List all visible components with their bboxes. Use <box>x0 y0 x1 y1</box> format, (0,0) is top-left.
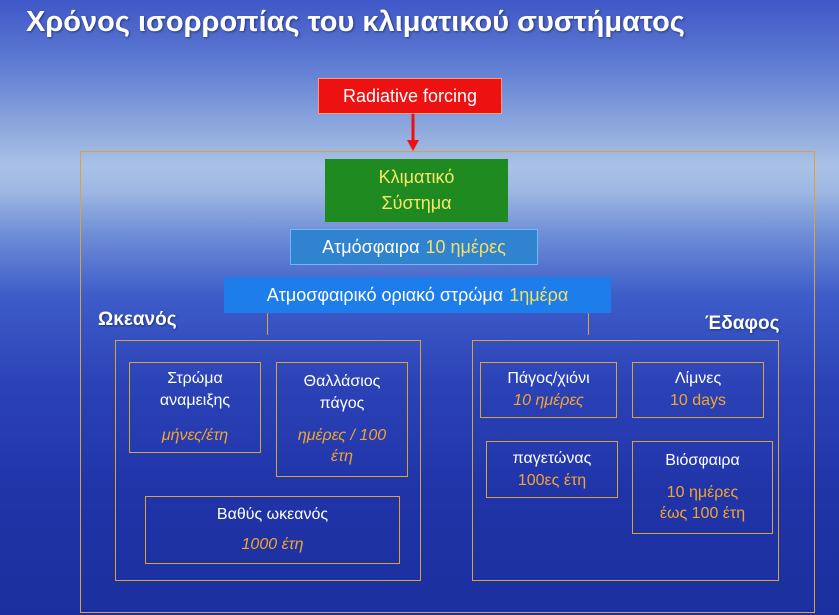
ice-snow-time: 10 ημέρες <box>513 392 584 409</box>
lakes-time: 10 days <box>669 392 727 409</box>
land-connector <box>588 313 589 335</box>
sea-ice-time-line1: ημέρες / 100 <box>297 426 387 444</box>
boundary-layer-box <box>224 277 611 313</box>
biosphere-box <box>632 441 773 534</box>
climate-system-box <box>325 159 508 222</box>
page-title: Χρόνος ισορροπίας του κλιματικού συστήματος <box>26 6 685 38</box>
lakes-box <box>632 362 764 418</box>
deep-ocean-time: 1000 έτη <box>241 536 304 553</box>
climate-system-line1: Κλιματικό <box>378 167 455 188</box>
sea-ice-time-line2: έτη <box>331 448 353 466</box>
glacier-box <box>486 441 618 498</box>
atmosphere-time: 10 ημέρες <box>425 236 506 257</box>
sea-ice-line1: Θαλλάσιος <box>303 373 381 391</box>
atmosphere-box <box>290 229 538 265</box>
mixed-layer-time: μήνες/έτη <box>161 427 229 445</box>
glacier-label: παγετώνας <box>512 449 592 467</box>
lakes-label: Λίμνες <box>674 370 722 388</box>
mixed-layer-line1: Στρώμα <box>167 370 223 388</box>
glacier-time: 100ες έτη <box>517 471 587 489</box>
sea-ice-box <box>276 362 408 477</box>
land-label: Έδαφος <box>705 313 780 334</box>
boundary-layer-label: Ατμοσφαιρικό οριακό στρώμα <box>266 284 504 305</box>
radiative-forcing-box <box>318 78 502 114</box>
biosphere-time-line2: έως 100 έτη <box>659 505 746 523</box>
ice-snow-box <box>480 362 617 418</box>
atmosphere-label: Ατμόσφαιρα <box>322 236 420 257</box>
ocean-connector <box>267 313 268 335</box>
deep-ocean-label: Βαθύς ωκεανός <box>216 506 329 524</box>
biosphere-label: Βιόσφαιρα <box>665 452 740 470</box>
boundary-layer-time: 1ημέρα <box>509 284 569 305</box>
mixed-layer-line2: αναμειξης <box>159 391 231 409</box>
radiative-forcing-label: Radiative forcing <box>342 85 478 106</box>
ice-snow-label: Πάγος/χιόνι <box>507 370 590 388</box>
sea-ice-line2: πάγος <box>319 394 365 412</box>
climate-system-line2: Σύστημα <box>381 192 452 213</box>
mixed-layer-box <box>129 362 261 453</box>
deep-ocean-box <box>145 496 400 564</box>
forcing-arrow <box>406 114 420 152</box>
ocean-label: Ωκεανός <box>98 309 177 330</box>
biosphere-time-line1: 10 ημέρες <box>666 483 739 501</box>
